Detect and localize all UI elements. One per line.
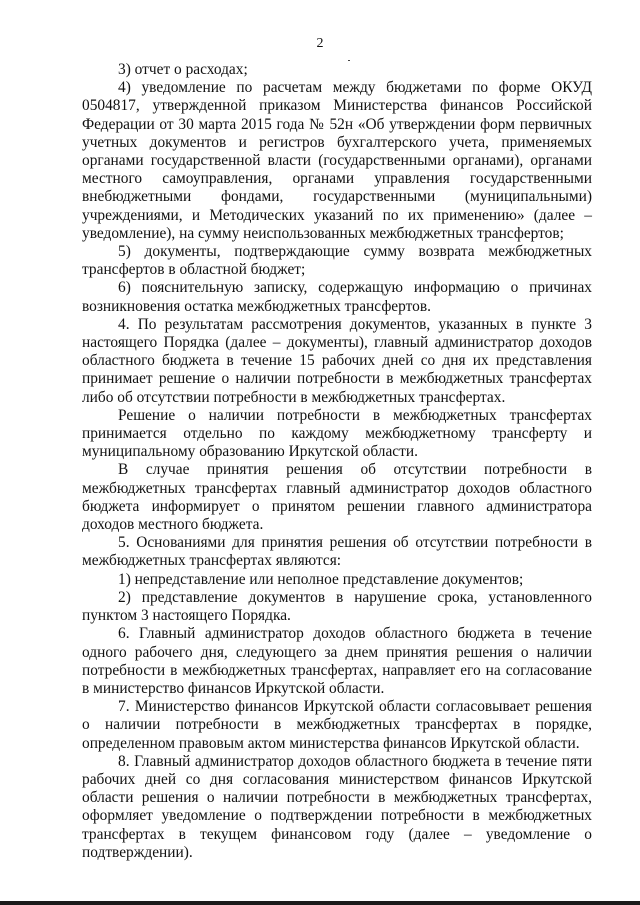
document-body	[82, 61, 592, 862]
paragraph-ground-1: 1) непредставление или неполное представление документов;	[118, 570, 524, 588]
paragraph-clause-7: 7. Министерство финансов Иркутской области согласовывает решения о наличии потребности в межбюджетных трансфертах в порядке, определенном правовым актом министерства финансов Иркутской области.	[82, 698, 592, 752]
scan-bottom-edge	[0, 901, 640, 905]
page-number: 2	[316, 36, 324, 51]
paragraph-item-4-notification: 4) уведомление по расчетам между бюджетами по форме ОКУД 0504817, утвержденной приказом Министерства финансов Российской Федерации от 30 марта 2015 года № 52н «Об утверждении форм первичных учетных документов и регистров бухгалтерского учета, применяемых органами государственной власти (государственными органами), органами местного самоуправления, органами управления государственными внебюджетными фондами, государственными (муниципальными) учреждениями, и Методических указаний по их применению» (далее – уведомление), на сумму неиспользованных межбюджетных трансфертов;	[82, 79, 592, 242]
paragraph-clause-5: 5. Основаниями для принятия решения об отсутствии потребности в межбюджетных трансфертах являются:	[82, 534, 592, 570]
paragraph-decision: Решение о наличии потребности в межбюджетных трансфертах принимается отдельно по каждому межбюджетному трансферту и муниципальному образованию Иркутской области.	[82, 406, 592, 461]
paragraph-ground-2: 2) представление документов в нарушение срока, установленного пунктом 3 настоящего Порядка.	[82, 588, 592, 625]
paragraph-no-need-case: В случае принятия решения об отсутствии потребности в межбюджетных трансфертах главный администратор доходов областного бюджета информирует о принятом решении главного администратора доходов местного бюджета.	[82, 461, 592, 534]
paragraph-item-6-note: 6) пояснительную записку, содержащую информацию о причинах возникновения остатка межбюджетных трансфертов.	[82, 279, 592, 315]
paragraph-clause-8: 8. Главный администратор доходов областного бюджета в течение пяти рабочих дней со дня согласования министерством финансов Иркутской области решения о наличии потребности в межбюджетных трансфертах, оформляет уведомление о подтверждении потребности в межбюджетных трансфертах в текущем финансовом году (далее – уведомление о подтверждении).	[82, 752, 592, 861]
paragraph-item-5-documents: 5) документы, подтверждающие сумму возврата межбюджетных трансфертов в областной бюджет;	[82, 243, 592, 279]
paragraph-clause-4: 4. По результатам рассмотрения документов, указанных в пункте 3 настоящего Порядка (далее – документы), главный администратор доходов областного бюджета в течение 15 рабочих дней со дня их представления принимает решение о наличии потребности в межбюджетных трансфертах либо об отсутствии потребности в межбюджетных трансфертах.	[82, 315, 592, 406]
paragraph-clause-6: 6. Главный администратор доходов областного бюджета в течение одного рабочего дня, следующего за днем принятия решения о наличии потребности в межбюджетных трансфертах, направляет его на согласование в министерство финансов Иркутской области.	[82, 625, 592, 697]
paragraph-item-3: 3) отчет о расходах;	[118, 61, 248, 78]
